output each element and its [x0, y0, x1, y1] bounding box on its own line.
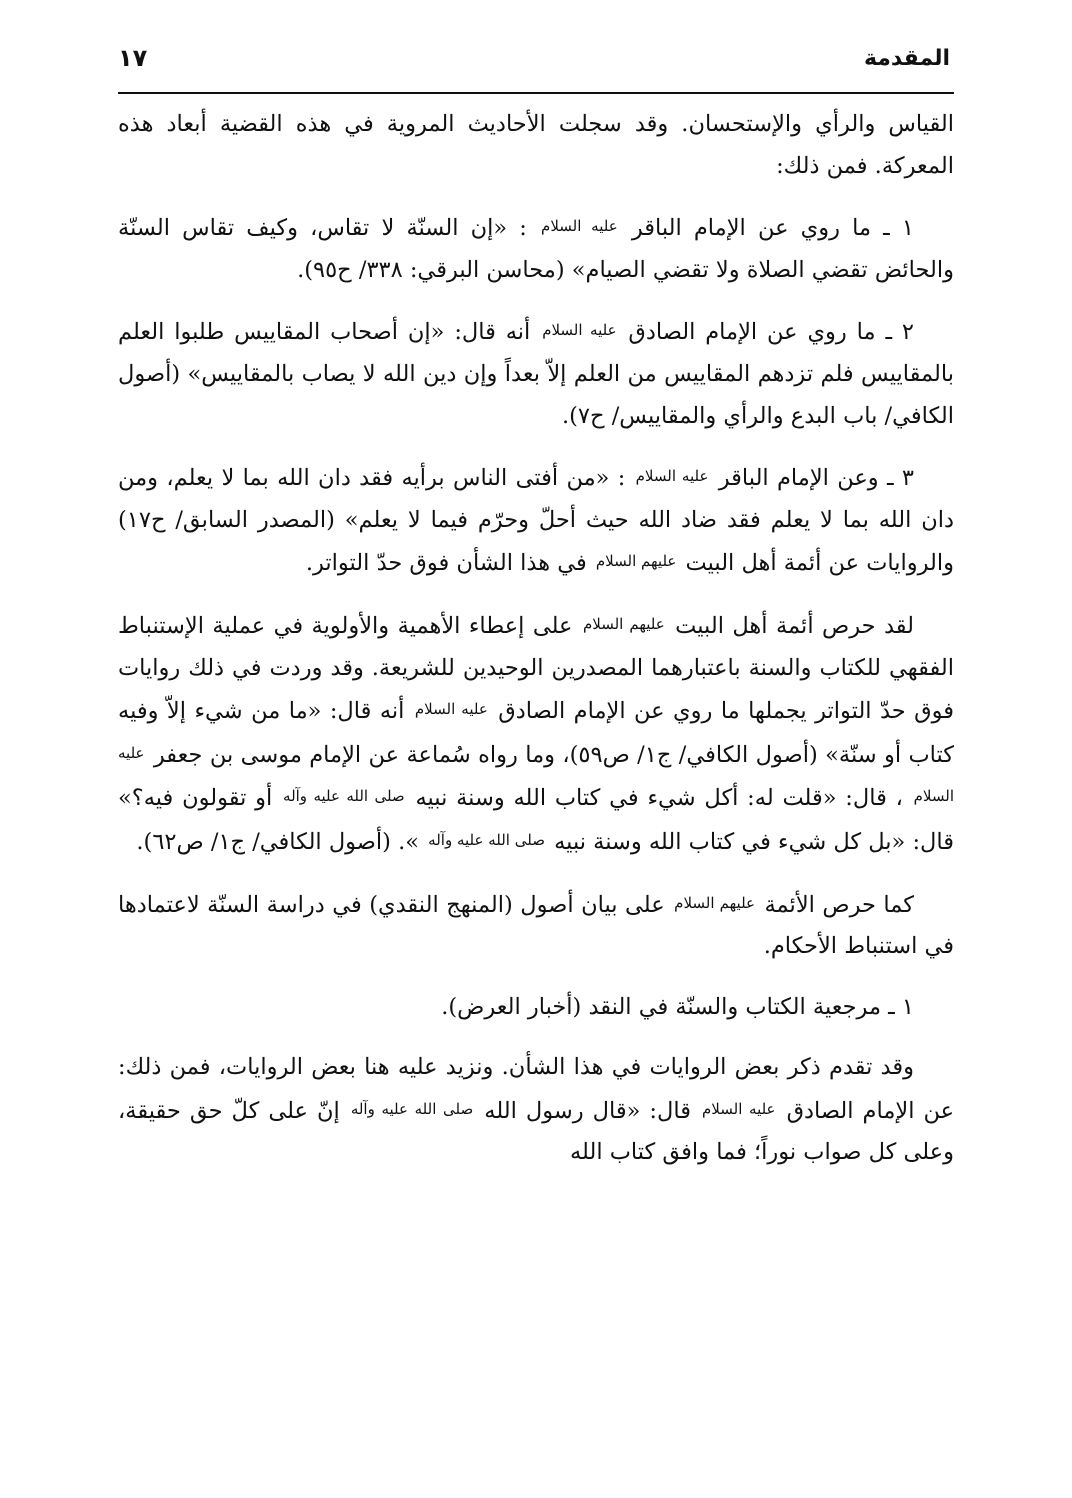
paragraph-text: : «من أفتى الناس برأيه فقد دان الله بما لا يعلم، ومن دان الله بما لا يعلم فقد ضاد الله حيث أحلّ وحرّم فيما لا يعلم» (المصدر السابق/ ح١٧) والروايات عن أئمة أهل البيت [118, 465, 954, 577]
paragraph [118, 883, 954, 968]
honorific-glyph: عليه السلام [702, 1099, 776, 1118]
paragraph-text: : «إن السنّة لا تقاس، وكيف تقاس السنّة والحائض تقضي الصلاة ولا تقضي الصيام» (محاسن البرقي: ٣٣٨/ ح٩٥). [118, 215, 954, 283]
paragraph [118, 206, 954, 291]
honorific-glyph: صلى الله عليه وآله [428, 830, 545, 849]
paragraph-text: القياس والرأي والإستحسان. وقد سجلت الأحاديث المروية في هذه القضية أبعاد هذه المعركة. فمن ذلك: [118, 111, 954, 179]
paragraph-text: أو تقولون فيه؟» قال: «بل كل شيء في كتاب الله وسنة نبيه [118, 785, 954, 855]
paragraph-text: لقد حرص أئمة أهل البيت [675, 612, 915, 639]
paragraph-text: أنه قال: «إن أصحاب المقاييس طلبوا العلم بالمقاييس فلم تزدهم المقاييس من العلم إلاّ بعداً وإن دين الله لا يصاب بالمقاييس» (أصول الكافي/ باب البدع والرأي والمقاييس/ ح٧). [118, 319, 954, 429]
paragraph-text: إنّ على كلّ حق حقيقة، وعلى كل صواب نوراً؛ فما وافق كتاب الله [118, 1097, 954, 1166]
paragraph-text: على إعطاء الأهمية والأولوية في عملية الإستنباط الفقهي للكتاب والسنة باعتبارهما المصدرين الوحيدين للشريعة. وقد وردت في ذلك روايات فوق حدّ التواتر يجملها ما روي عن الإمام الصادق [118, 612, 955, 725]
paragraph-text: ١ ـ ما روي عن الإمام الباقر [631, 215, 915, 242]
paragraph-text: ، قال: «قلت له: أكل شيء في كتاب الله وسنة نبيه [415, 785, 903, 812]
paragraph-text: وقد تقدم ذكر بعض الروايات في هذا الشأن. ونزيد عليه هنا بعض الروايات، فمن ذلك: عن الإمام الصادق [118, 1054, 955, 1124]
page-header [118, 38, 950, 78]
header-divider [118, 92, 954, 94]
paragraph-text: ٣ ـ وعن الإمام الباقر [718, 465, 915, 492]
honorific-glyph: عليه السلام [542, 321, 617, 340]
honorific-glyph: عليه السلام [541, 217, 618, 236]
paragraph [118, 1047, 954, 1174]
paragraph-text: قال: «قال رسول الله [484, 1097, 691, 1124]
honorific-glyph: عليهم السلام [595, 552, 677, 571]
honorific-glyph: صلى الله عليه وآله [283, 787, 405, 806]
paragraph-text: ١ ـ مرجعية الكتاب والسنّة في النقد (أخبار العرض). [441, 993, 914, 1020]
paragraph-text: ». (أصول الكافي/ ج١/ ص٦٢). [136, 828, 420, 855]
honorific-glyph: عليه السلام [414, 700, 488, 719]
honorific-glyph: عليهم السلام [674, 893, 755, 912]
paragraph [118, 310, 954, 437]
paragraph-text: في هذا الشأن فوق حدّ التواتر. [305, 550, 587, 577]
page-body [118, 104, 954, 1478]
honorific-glyph: صلى الله عليه وآله [350, 1099, 474, 1118]
honorific-glyph: عليهم السلام [582, 614, 665, 633]
paragraph-text: كما حرص الأئمة [764, 891, 914, 918]
paragraph [118, 604, 954, 864]
paragraph-text: أنه قال: «ما من شيء إلاّ وفيه كتاب أو سنّة» (أصول الكافي/ ج١/ ص٥٩)، وما رواه سُماعة عن الإمام موسى بن جعفر [118, 698, 954, 768]
paragraph-text: ٢ ـ ما روي عن الإمام الصادق [628, 319, 915, 346]
page-number: ١٧ [118, 44, 148, 72]
running-title: المقدمة [863, 45, 950, 71]
paragraph [118, 104, 954, 187]
paragraph [118, 987, 954, 1029]
honorific-glyph: عليه السلام [635, 467, 709, 486]
paragraph-text: على بيان أصول (المنهج النقدي) في دراسة السنّة لاعتمادها في استنباط الأحكام. [118, 891, 954, 960]
honorific-glyph: عليه السلام [118, 743, 954, 806]
paragraph [118, 456, 954, 585]
